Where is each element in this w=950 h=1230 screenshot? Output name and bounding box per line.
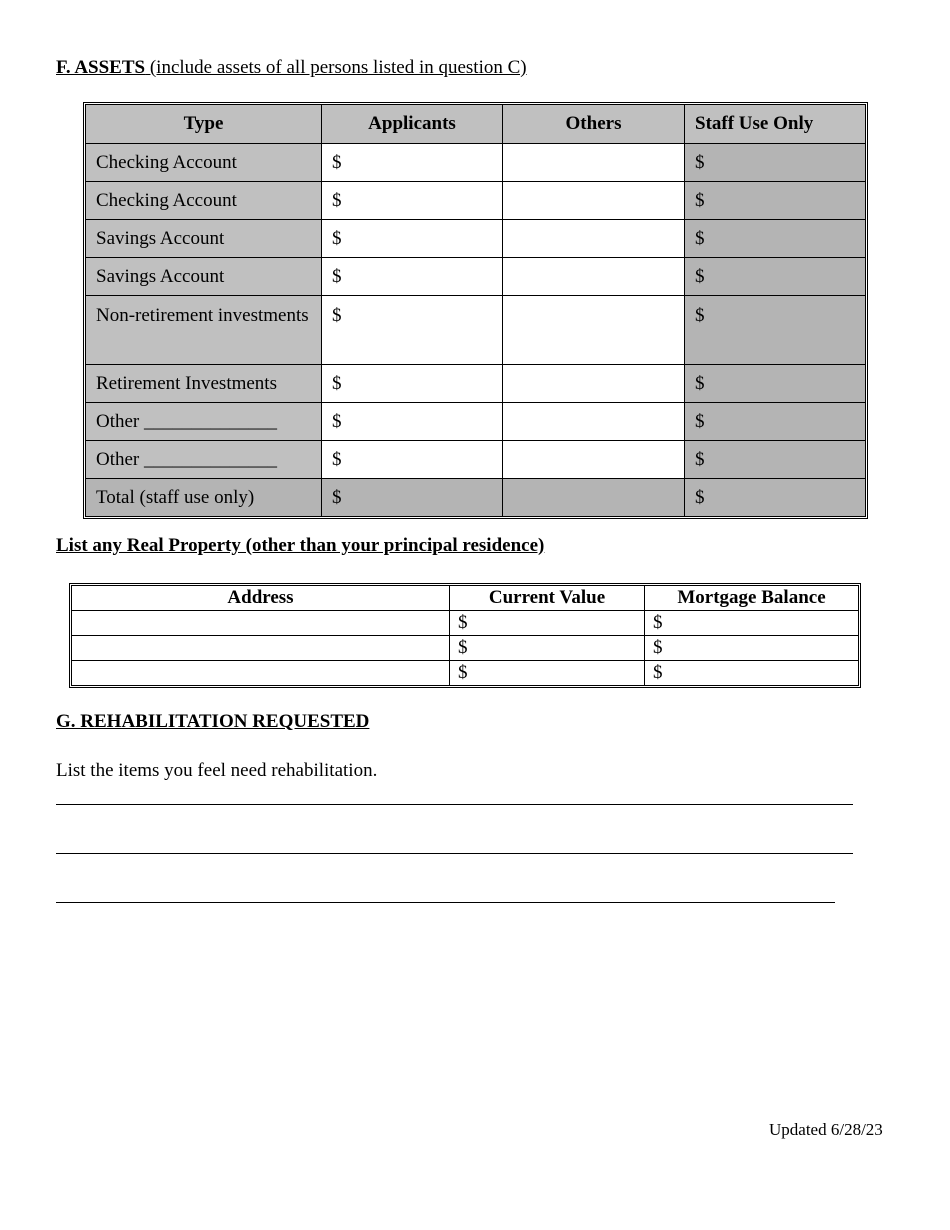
staff-use-cell: $ <box>685 403 865 441</box>
total-staff-cell: $ <box>685 479 865 516</box>
table-row <box>86 258 865 296</box>
real-property-header-row <box>72 586 858 611</box>
total-others-cell <box>503 479 685 516</box>
others-input-cell[interactable] <box>503 296 685 365</box>
table-row <box>86 144 865 182</box>
total-applicants-cell: $ <box>322 479 503 516</box>
staff-use-cell: $ <box>685 365 865 403</box>
rehabilitation-answer-line-3[interactable] <box>56 902 835 903</box>
applicants-input-cell[interactable]: $ <box>322 258 503 296</box>
others-input-cell[interactable] <box>503 441 685 479</box>
section-f-heading <box>56 57 527 79</box>
others-input-cell[interactable] <box>503 220 685 258</box>
assets-table <box>83 102 868 519</box>
mortgage-balance-input-cell[interactable]: $ <box>645 611 858 636</box>
applicants-input-cell[interactable]: $ <box>322 220 503 258</box>
others-input-cell[interactable] <box>503 144 685 182</box>
rehabilitation-prompt: List the items you feel need rehabilitation. <box>56 760 378 781</box>
asset-type-cell: Other ______________ <box>86 403 322 441</box>
col-header-others: Others <box>503 105 685 144</box>
address-input-cell[interactable] <box>72 636 450 661</box>
staff-use-cell: $ <box>685 296 865 365</box>
col-header-mortgage-balance: Mortgage Balance <box>645 586 858 611</box>
real-property-table <box>69 583 861 688</box>
applicants-input-cell[interactable]: $ <box>322 441 503 479</box>
updated-date: Updated 6/28/23 <box>769 1120 883 1139</box>
section-f-note: (include assets of all persons listed in question C) <box>145 57 527 78</box>
table-row <box>72 611 858 636</box>
staff-use-cell: $ <box>685 144 865 182</box>
applicants-input-cell[interactable]: $ <box>322 296 503 365</box>
address-input-cell[interactable] <box>72 611 450 636</box>
asset-type-cell: Retirement Investments <box>86 365 322 403</box>
asset-type-cell: Checking Account <box>86 144 322 182</box>
staff-use-cell: $ <box>685 258 865 296</box>
col-header-staff-use: Staff Use Only <box>685 105 865 144</box>
applicants-input-cell[interactable]: $ <box>322 365 503 403</box>
asset-type-cell: Non-retirement investments <box>86 296 322 365</box>
real-property-heading: List any Real Property (other than your principal residence) <box>56 535 545 556</box>
address-input-cell[interactable] <box>72 661 450 685</box>
table-row <box>86 441 865 479</box>
col-header-address: Address <box>72 586 450 611</box>
others-input-cell[interactable] <box>503 258 685 296</box>
rehabilitation-answer-line-2[interactable] <box>56 853 853 854</box>
asset-type-cell: Other ______________ <box>86 441 322 479</box>
section-f-label: F. ASSETS <box>56 57 146 78</box>
staff-use-cell: $ <box>685 182 865 220</box>
asset-type-cell: Savings Account <box>86 220 322 258</box>
applicants-input-cell[interactable]: $ <box>322 182 503 220</box>
others-input-cell[interactable] <box>503 403 685 441</box>
table-row <box>86 182 865 220</box>
current-value-input-cell[interactable]: $ <box>450 636 645 661</box>
table-row <box>72 661 858 685</box>
table-row <box>72 636 858 661</box>
applicants-input-cell[interactable]: $ <box>322 403 503 441</box>
asset-type-cell: Savings Account <box>86 258 322 296</box>
assets-header-row <box>86 105 865 144</box>
total-row <box>86 479 865 516</box>
section-g-heading: G. REHABILITATION REQUESTED <box>56 711 370 732</box>
staff-use-cell: $ <box>685 441 865 479</box>
col-header-current-value: Current Value <box>450 586 645 611</box>
table-row <box>86 365 865 403</box>
others-input-cell[interactable] <box>503 365 685 403</box>
current-value-input-cell[interactable]: $ <box>450 611 645 636</box>
current-value-input-cell[interactable]: $ <box>450 661 645 685</box>
table-row <box>86 220 865 258</box>
rehabilitation-answer-line-1[interactable] <box>56 804 853 805</box>
total-label-cell: Total (staff use only) <box>86 479 322 516</box>
applicants-input-cell[interactable]: $ <box>322 144 503 182</box>
asset-type-cell: Checking Account <box>86 182 322 220</box>
mortgage-balance-input-cell[interactable]: $ <box>653 662 663 683</box>
col-header-applicants: Applicants <box>322 105 503 144</box>
col-header-type: Type <box>86 105 322 144</box>
table-row <box>86 403 865 441</box>
staff-use-cell: $ <box>685 220 865 258</box>
table-row <box>86 296 865 365</box>
mortgage-balance-input-cell[interactable]: $ <box>645 636 858 661</box>
others-input-cell[interactable] <box>503 182 685 220</box>
